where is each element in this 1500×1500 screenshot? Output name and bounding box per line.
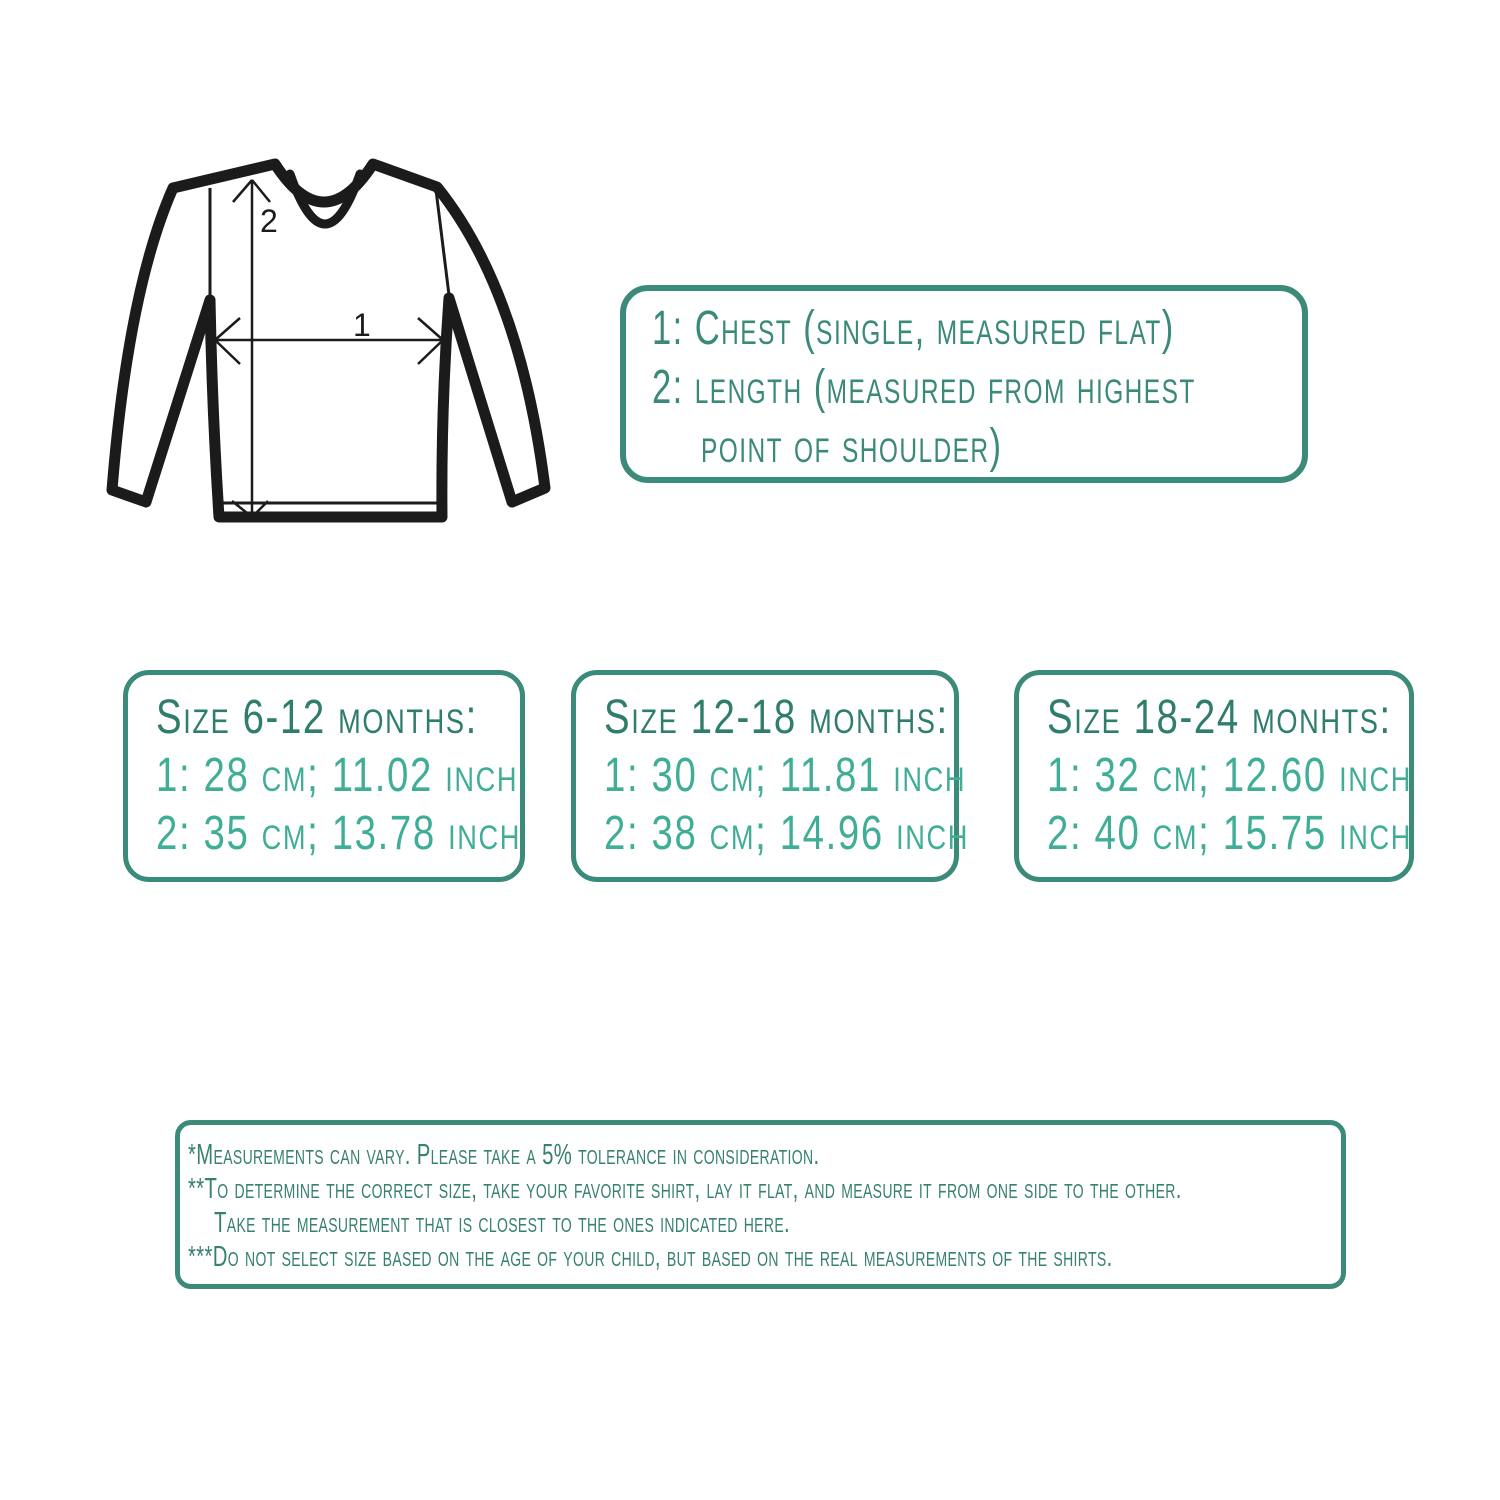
size-box-title bbox=[156, 689, 520, 747]
legend-line-1-text: 1: Chest (single, measured flat) bbox=[652, 302, 1175, 355]
legend-line-3-text: point of shoulder) bbox=[701, 420, 1003, 473]
chest-marker-label: 1 bbox=[353, 307, 371, 343]
length-marker-label: 2 bbox=[260, 203, 278, 239]
size-box-length bbox=[1047, 805, 1412, 863]
note-tolerance-text: *Measurements can vary. Please take a 5% tolerance in consideration. bbox=[188, 1139, 820, 1171]
note-how-to-measure-text: **To determine the correct size, take your favorite shirt, lay it flat, and measure it from one side to the other. bbox=[188, 1173, 1182, 1205]
size-box-length-text: 2: 40 cm; 15.75 inch bbox=[1047, 807, 1412, 860]
size-box-chest bbox=[156, 747, 520, 805]
size-box-title bbox=[1047, 689, 1409, 747]
size-box-6-12-months bbox=[123, 670, 525, 882]
size-box-title-text: Size 18-24 monhts: bbox=[1047, 691, 1392, 744]
shirt-diagram bbox=[100, 140, 580, 560]
size-box-title-text: Size 12-18 months: bbox=[604, 691, 949, 744]
size-box-chest-text: 1: 32 cm; 12.60 inch bbox=[1047, 749, 1412, 802]
legend-line-1 bbox=[652, 299, 1302, 358]
size-box-length bbox=[156, 805, 520, 863]
note-how-to-measure bbox=[188, 1172, 1341, 1206]
note-how-to-measure-cont bbox=[188, 1206, 1341, 1240]
legend-line-2 bbox=[652, 358, 1302, 417]
size-box-chest-text: 1: 30 cm; 11.81 inch bbox=[604, 749, 967, 802]
legend-line-2-text: 2: length (measured from highest bbox=[652, 361, 1196, 414]
note-how-to-measure-cont-text: Take the measurement that is closest to the ones indicated here. bbox=[214, 1207, 791, 1239]
legend-line-3 bbox=[652, 417, 1302, 476]
size-box-chest bbox=[604, 747, 967, 805]
note-age-warning-text: ***Do not select size based on the age of your child, but based on the real measurements of the shirts. bbox=[188, 1241, 1113, 1273]
size-box-18-24-months bbox=[1014, 670, 1414, 882]
size-box-length bbox=[604, 805, 969, 863]
size-box-12-18-months bbox=[571, 670, 969, 882]
size-box-title-text: Size 6-12 months: bbox=[156, 691, 478, 744]
measurement-legend-box bbox=[620, 285, 1308, 483]
notes-box bbox=[175, 1120, 1346, 1289]
size-box-title bbox=[604, 689, 954, 747]
note-age-warning bbox=[188, 1240, 1341, 1274]
size-box-chest-text: 1: 28 cm; 11.02 inch bbox=[156, 749, 519, 802]
size-box-length-text: 2: 35 cm; 13.78 inch bbox=[156, 807, 521, 860]
size-box-length-text: 2: 38 cm; 14.96 inch bbox=[604, 807, 969, 860]
note-tolerance bbox=[188, 1138, 1341, 1172]
size-box-chest bbox=[1047, 747, 1412, 805]
